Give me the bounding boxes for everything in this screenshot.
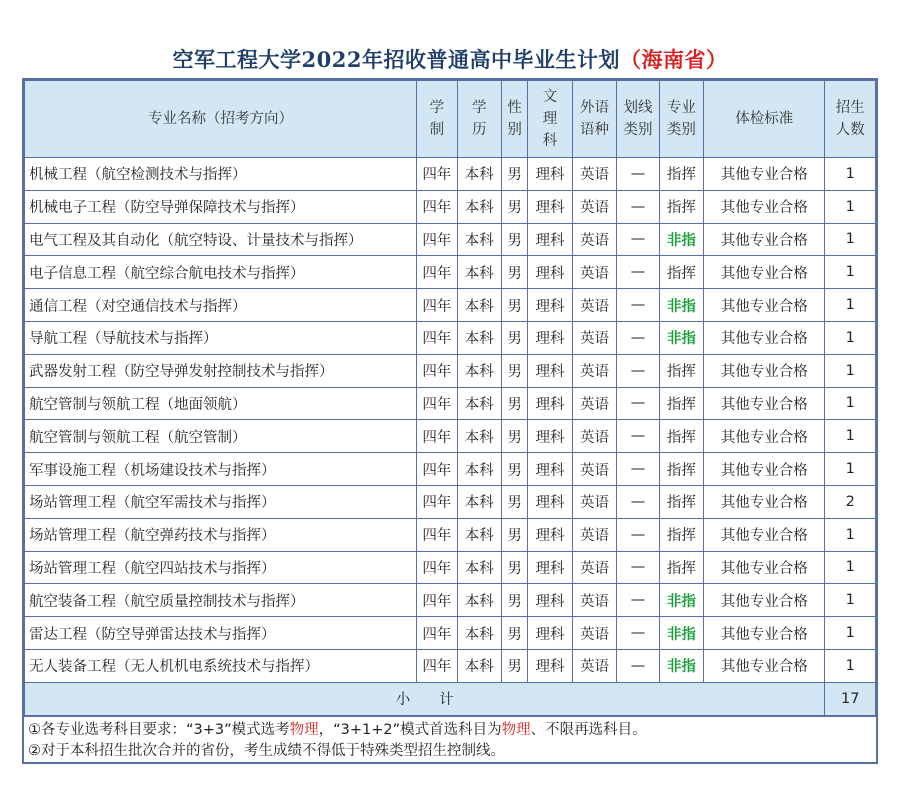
cell-medical: 其他专业合格: [704, 190, 825, 223]
cell-count: 1: [825, 453, 876, 486]
cell-degree: 本科: [457, 485, 501, 518]
cell-subject: 理科: [528, 518, 572, 551]
cell-count: 1: [825, 518, 876, 551]
cell-gender: 男: [502, 518, 528, 551]
cell-category: 指挥: [659, 387, 703, 420]
cell-degree: 本科: [457, 453, 501, 486]
cell-category: 指挥: [659, 190, 703, 223]
cell-subject: 理科: [528, 321, 572, 354]
table-body: [25, 158, 876, 716]
cell-count: 1: [825, 649, 876, 682]
table-row: [25, 420, 876, 453]
cell-name: 航空管制与领航工程（地面领航）: [25, 387, 417, 420]
cell-count: 1: [825, 354, 876, 387]
cell-category: 指挥: [659, 518, 703, 551]
column-header-line: 专业: [666, 100, 696, 116]
cell-name: 通信工程（对空通信技术与指挥）: [25, 289, 417, 322]
cell-count: 1: [825, 420, 876, 453]
cell-medical: 其他专业合格: [704, 387, 825, 420]
cell-count: 1: [825, 584, 876, 617]
cell-medical: 其他专业合格: [704, 420, 825, 453]
cell-gender: 男: [502, 223, 528, 256]
cell-gender: 男: [502, 584, 528, 617]
cell-language: 英语: [572, 321, 616, 354]
cell-subject: 理科: [528, 453, 572, 486]
cell-degree: 本科: [457, 584, 501, 617]
cell-gender: 男: [502, 354, 528, 387]
cell-medical: 其他专业合格: [704, 223, 825, 256]
cell-medical: 其他专业合格: [704, 584, 825, 617]
table-row: [25, 551, 876, 584]
column-header-line: 体检标准: [735, 111, 794, 127]
cell-category: 非指: [659, 223, 703, 256]
cell-count: 1: [825, 617, 876, 650]
table-row: [25, 223, 876, 256]
cell-gender: 男: [502, 321, 528, 354]
cell-duration: 四年: [417, 354, 457, 387]
cell-duration: 四年: [417, 289, 457, 322]
cell-category: 指挥: [659, 256, 703, 289]
cell-count: 1: [825, 289, 876, 322]
cell-medical: 其他专业合格: [704, 158, 825, 191]
cell-language: 英语: [572, 158, 616, 191]
cell-line: —: [617, 420, 659, 453]
cell-duration: 四年: [417, 387, 457, 420]
cell-medical: 其他专业合格: [704, 649, 825, 682]
cell-language: 英语: [572, 223, 616, 256]
table-row: [25, 289, 876, 322]
cell-category: 指挥: [659, 158, 703, 191]
cell-name: 导航工程（导航技术与指挥）: [25, 321, 417, 354]
column-header-1: [417, 81, 457, 158]
table-row: [25, 158, 876, 191]
column-header-line: 别: [507, 122, 522, 138]
cell-count: 1: [825, 551, 876, 584]
column-header-3: [502, 81, 528, 158]
cell-subject: 理科: [528, 289, 572, 322]
cell-language: 英语: [572, 354, 616, 387]
cell-line: —: [617, 387, 659, 420]
cell-gender: 男: [502, 551, 528, 584]
cell-line: —: [617, 354, 659, 387]
plan-table-frame: [22, 78, 878, 764]
cell-language: 英语: [572, 387, 616, 420]
cell-language: 英语: [572, 190, 616, 223]
column-header-5: [572, 81, 616, 158]
cell-duration: 四年: [417, 158, 457, 191]
cell-category: 非指: [659, 289, 703, 322]
table-row: [25, 584, 876, 617]
column-header-line: 类别: [623, 122, 653, 138]
table-row: [25, 518, 876, 551]
cell-line: —: [617, 321, 659, 354]
note-1-text-a: ①各专业选考科目要求：“3+3”模式选考: [28, 722, 290, 738]
column-header-line: 科: [542, 133, 558, 149]
cell-language: 英语: [572, 289, 616, 322]
cell-gender: 男: [502, 649, 528, 682]
notes-section: [24, 716, 876, 762]
cell-duration: 四年: [417, 453, 457, 486]
column-header-7: [659, 81, 703, 158]
cell-line: —: [617, 190, 659, 223]
cell-count: 1: [825, 387, 876, 420]
column-header-line: 划线: [623, 100, 653, 116]
cell-medical: 其他专业合格: [704, 485, 825, 518]
cell-duration: 四年: [417, 485, 457, 518]
cell-duration: 四年: [417, 617, 457, 650]
cell-duration: 四年: [417, 256, 457, 289]
cell-degree: 本科: [457, 223, 501, 256]
cell-name: 武器发射工程（防空导弹发射控制技术与指挥）: [25, 354, 417, 387]
cell-degree: 本科: [457, 354, 501, 387]
column-header-line: 人数: [835, 122, 865, 138]
column-header-line: 制: [429, 122, 445, 138]
cell-subject: 理科: [528, 617, 572, 650]
column-header-6: [617, 81, 659, 158]
column-header-line: 学: [472, 100, 487, 116]
cell-name: 航空管制与领航工程（航空管制）: [25, 420, 417, 453]
cell-degree: 本科: [457, 190, 501, 223]
table-row: [25, 256, 876, 289]
cell-name: 场站管理工程（航空弹药技术与指挥）: [25, 518, 417, 551]
cell-line: —: [617, 617, 659, 650]
enrollment-plan-table: [24, 80, 876, 716]
cell-gender: 男: [502, 256, 528, 289]
column-header-4: [528, 81, 572, 158]
cell-line: —: [617, 256, 659, 289]
cell-subject: 理科: [528, 256, 572, 289]
cell-degree: 本科: [457, 289, 501, 322]
cell-duration: 四年: [417, 420, 457, 453]
cell-line: —: [617, 584, 659, 617]
column-header-2: [457, 81, 501, 158]
subtotal-count: 17: [825, 682, 876, 715]
cell-subject: 理科: [528, 551, 572, 584]
cell-line: —: [617, 518, 659, 551]
cell-name: 机械电子工程（防空导弹保障技术与指挥）: [25, 190, 417, 223]
cell-gender: 男: [502, 617, 528, 650]
cell-gender: 男: [502, 453, 528, 486]
cell-medical: 其他专业合格: [704, 453, 825, 486]
note-1-highlight-b: 物理: [501, 722, 531, 738]
cell-category: 非指: [659, 584, 703, 617]
cell-name: 机械工程（航空检测技术与指挥）: [25, 158, 417, 191]
note-2: ②对于本科招生批次合并的省份，考生成绩不得低于特殊类型招生控制线。: [28, 743, 505, 759]
cell-category: 指挥: [659, 453, 703, 486]
cell-medical: 其他专业合格: [704, 354, 825, 387]
cell-count: 1: [825, 158, 876, 191]
cell-subject: 理科: [528, 584, 572, 617]
cell-duration: 四年: [417, 223, 457, 256]
page-title: [0, 44, 900, 74]
cell-count: 1: [825, 223, 876, 256]
cell-subject: 理科: [528, 420, 572, 453]
table-row: [25, 453, 876, 486]
cell-gender: 男: [502, 420, 528, 453]
cell-degree: 本科: [457, 387, 501, 420]
cell-name: 电气工程及其自动化（航空特设、计量技术与指挥）: [25, 223, 417, 256]
cell-medical: 其他专业合格: [704, 256, 825, 289]
cell-subject: 理科: [528, 354, 572, 387]
cell-gender: 男: [502, 190, 528, 223]
column-header-line: 语种: [580, 122, 609, 138]
cell-name: 电子信息工程（航空综合航电技术与指挥）: [25, 256, 417, 289]
note-1: [28, 720, 872, 741]
subtotal-row: [25, 682, 876, 715]
cell-subject: 理科: [528, 158, 572, 191]
cell-gender: 男: [502, 387, 528, 420]
cell-language: 英语: [572, 551, 616, 584]
cell-line: —: [617, 649, 659, 682]
cell-subject: 理科: [528, 387, 572, 420]
cell-category: 指挥: [659, 354, 703, 387]
cell-degree: 本科: [457, 551, 501, 584]
column-header-line: 理: [542, 111, 558, 127]
table-header-row: [25, 81, 876, 158]
cell-duration: 四年: [417, 321, 457, 354]
cell-degree: 本科: [457, 649, 501, 682]
cell-name: 场站管理工程（航空军需技术与指挥）: [25, 485, 417, 518]
cell-category: 非指: [659, 617, 703, 650]
cell-category: 指挥: [659, 551, 703, 584]
title-main: 空军工程大学2022年招收普通高中毕业生计划: [172, 47, 620, 72]
cell-category: 指挥: [659, 485, 703, 518]
cell-medical: 其他专业合格: [704, 518, 825, 551]
cell-line: —: [617, 223, 659, 256]
cell-degree: 本科: [457, 518, 501, 551]
table-row: [25, 190, 876, 223]
cell-degree: 本科: [457, 617, 501, 650]
cell-name: 航空装备工程（航空质量控制技术与指挥）: [25, 584, 417, 617]
cell-count: 1: [825, 321, 876, 354]
cell-language: 英语: [572, 649, 616, 682]
column-header-line: 专业名称（招考方向）: [148, 111, 294, 127]
cell-category: 非指: [659, 649, 703, 682]
cell-subject: 理科: [528, 485, 572, 518]
column-header-8: [704, 81, 825, 158]
cell-name: 雷达工程（防空导弹雷达技术与指挥）: [25, 617, 417, 650]
column-header-line: 类别: [666, 122, 696, 138]
cell-language: 英语: [572, 617, 616, 650]
cell-degree: 本科: [457, 321, 501, 354]
cell-gender: 男: [502, 485, 528, 518]
cell-medical: 其他专业合格: [704, 321, 825, 354]
cell-category: 非指: [659, 321, 703, 354]
cell-category: 指挥: [659, 420, 703, 453]
title-province: （海南省）: [619, 47, 728, 72]
table-row: [25, 617, 876, 650]
cell-line: —: [617, 158, 659, 191]
cell-language: 英语: [572, 584, 616, 617]
cell-line: —: [617, 289, 659, 322]
cell-language: 英语: [572, 518, 616, 551]
cell-line: —: [617, 485, 659, 518]
cell-duration: 四年: [417, 190, 457, 223]
cell-subject: 理科: [528, 649, 572, 682]
cell-medical: 其他专业合格: [704, 289, 825, 322]
cell-subject: 理科: [528, 190, 572, 223]
cell-name: 无人装备工程（无人机机电系统技术与指挥）: [25, 649, 417, 682]
column-header-line: 性: [507, 100, 522, 116]
cell-gender: 男: [502, 158, 528, 191]
cell-gender: 男: [502, 289, 528, 322]
table-row: [25, 321, 876, 354]
table-row: [25, 387, 876, 420]
cell-duration: 四年: [417, 649, 457, 682]
column-header-line: 文: [542, 89, 558, 105]
cell-duration: 四年: [417, 518, 457, 551]
column-header-line: 招生: [835, 100, 865, 116]
note-1-highlight-a: 物理: [289, 722, 319, 738]
column-header-line: 外语: [580, 100, 609, 116]
cell-duration: 四年: [417, 551, 457, 584]
cell-count: 2: [825, 485, 876, 518]
table-row: [25, 354, 876, 387]
cell-medical: 其他专业合格: [704, 551, 825, 584]
cell-subject: 理科: [528, 223, 572, 256]
cell-language: 英语: [572, 420, 616, 453]
column-header-9: [825, 81, 876, 158]
cell-language: 英语: [572, 453, 616, 486]
cell-language: 英语: [572, 485, 616, 518]
cell-count: 1: [825, 256, 876, 289]
cell-degree: 本科: [457, 420, 501, 453]
cell-language: 英语: [572, 256, 616, 289]
cell-duration: 四年: [417, 584, 457, 617]
note-1-text-c: 、不限再选科目。: [530, 722, 647, 738]
table-row: [25, 649, 876, 682]
cell-degree: 本科: [457, 158, 501, 191]
subtotal-label: 小 计: [25, 682, 825, 715]
column-header-0: [25, 81, 417, 158]
cell-count: 1: [825, 190, 876, 223]
table-row: [25, 485, 876, 518]
cell-name: 军事设施工程（机场建设技术与指挥）: [25, 453, 417, 486]
column-header-line: 历: [472, 122, 487, 138]
note-1-text-b: ，“3+1+2”模式首选科目为: [318, 722, 502, 738]
cell-degree: 本科: [457, 256, 501, 289]
column-header-line: 学: [429, 100, 445, 116]
cell-medical: 其他专业合格: [704, 617, 825, 650]
cell-name: 场站管理工程（航空四站技术与指挥）: [25, 551, 417, 584]
cell-line: —: [617, 551, 659, 584]
cell-line: —: [617, 453, 659, 486]
